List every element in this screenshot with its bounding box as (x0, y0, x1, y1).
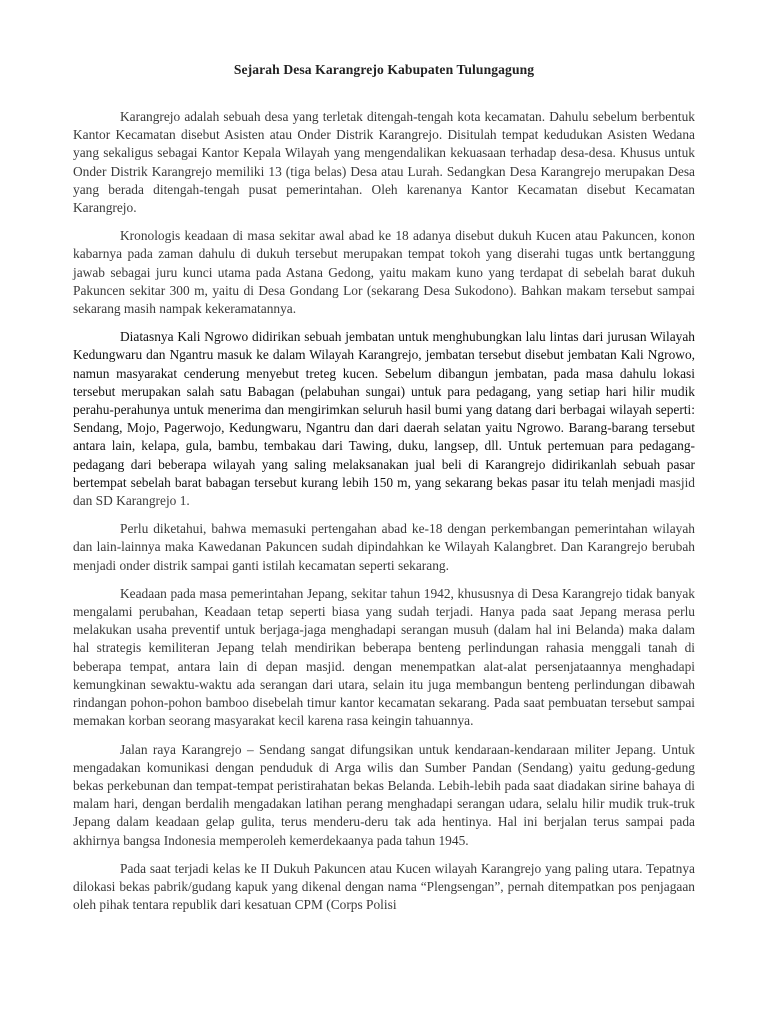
document-page (73, 0, 695, 924)
paragraph-3 (73, 328, 695, 510)
paragraph-3-tail: masjid dan SD Karangrejo 1. (73, 474, 695, 509)
paragraph-4: Perlu diketahui, bahwa memasuki pertengahan abad ke-18 dengan perkembangan pemerintahan wilayah dan lain-lainnya maka Kawedanan Pakuncen sudah dipindahkan ke Wilayah Kalangbret. Dan Karangrejo berubah menjadi onder distrik sampai ganti istilah kecamatan seperti sekarang. (73, 521, 695, 573)
paragraph-3-text: Diatasnya Kali Ngrowo didirikan sebuah jembatan untuk menghubungkan lalu lintas dari jurusan Wilayah Kedungwaru dan Ngantru masuk ke dalam Wilayah Karangrejo, jembatan tersebut disebut jembatan Kali Ngrowo, namun masyarakat cenderung menyebut treteg kucen. Sebelum dibangun jembatan, pada masa dahulu lokasi tersebut merupakan salah satu Babagan (pelabuhan sungai) untuk para pedagang, yang setiap hari hilir mudik perahu-perahunya untuk menerima dan mengirimkan seluruh hasil bumi yang datang dari berbagai wilayah seperti: Sendang, Mojo, Pagerwojo, Kedungwaru, Ngantru dan dari daerah selatan yaitu Ngrowo. Barang-barang tersebut antara lain, kelapa, gula, bambu, tembakau dari Tawing, duku, langsep, dll. Untuk pertemuan para pedagang-pedagang dari beberapa wilayah yang saling melaksanakan jual beli di Karangrejo didirikanlah sebuah pasar bertempat sebelah barat babagan tersebut kurang lebih 150 m, yang sekarang bekas pasar itu telah menjadi (73, 329, 695, 490)
paragraph-5: Keadaan pada masa pemerintahan Jepang, sekitar tahun 1942, khususnya di Desa Karangrejo tidak banyak mengalami perubahan, Keadaan tetap seperti biasa yang sudah terjadi. Hanya pada saat Jepang merasa perlu melakukan usaha preventif untuk berjaga-jaga menghadapi serangan musuh (dalam hal ini Belanda) maka dalam hal strategis kemiliteran Jepang telah mendirikan beberapa benteng perlindungan rahasia menggali tanah di beberapa tempat, antara lain di depan masjid. dengan menempatkan alat-alat persenjataannya menghadapi kemungkinan sewaktu-waktu ada serangan dari utara, selain itu juga membangun benteng perlindungan dibawah rindangan pohon-pohon bamboo disebelah timur kantor kecamatan sekarang. Pada saat pembuatan tersebut sampai memakan korban seorang masyarakat kecil karena rasa keingin tahuannya. (73, 585, 695, 729)
document-title: Sejarah Desa Karangrejo Kabupaten Tulungagung (233, 62, 535, 77)
document-body (73, 108, 695, 914)
paragraph-6: Jalan raya Karangrejo – Sendang sangat difungsikan untuk kendaraan-kendaraan militer Jepang. Untuk mengadakan komunikasi dengan penduduk di Arga wilis dan Sumber Pandan (Sendang) yaitu gedung-gedung bekas perkebunan dan tempat-tempat peristirahatan bekas Belanda. Lebih-lebih pada saat diadakan sirine bahaya di malam hari, dengan berdalih mengadakan latihan perang menghadapi serangan udara, selalu hilir mudik truk-truk Jepang dalam keadaan gelap gulita, terus menderu-deru tak ada hentinya. Hal ini berjalan terus sampai pada akhirnya bangsa Indonesia memperoleh kemerdekaanya pada tahun 1945. (73, 741, 695, 848)
paragraph-1: Karangrejo adalah sebuah desa yang terletak ditengah-tengah kota kecamatan. Dahulu sebelum berbentuk Kantor Kecamatan disebut Asisten atau Onder Distrik Karangrejo. Disitulah tempat kedudukan Asisten Wedana yang sekaligus sebagai Kantor Kepala Wilayah yang mengendalikan kekuasaan terhadap desa-desa. Khusus untuk Onder Distrik Karangrejo memiliki 13 (tiga belas) Desa atau Lurah. Sedangkan Desa Karangrejo merupakan Desa yang berada ditengah-tengah pusat pemerintahan. Oleh karenanya Kantor Kecamatan disebut Kecamatan Karangrejo. (73, 109, 695, 216)
paragraph-7: Pada saat terjadi kelas ke II Dukuh Pakuncen atau Kucen wilayah Karangrejo yang paling utara. Tepatnya dilokasi bekas pabrik/gudang kapuk yang dikenal dengan nama “Plengsengan”, pernah ditempatkan pos penjagaan oleh pihak tentara republik dari kesatuan CPM (Corps Polisi (73, 860, 695, 913)
paragraph-2: Kronologis keadaan di masa sekitar awal abad ke 18 adanya disebut dukuh Kucen atau Pakuncen, konon kabarnya pada zaman dahulu di dukuh tersebut merupakan tempat tokoh yang diserahi tugas untk bertanggung jawab sebagai juru kunci utama pada Astana Gedong, yaitu makam kuno yang terdapat di sebelah barat dukuh Pakuncen sekitar 300 m, yaitu di Desa Gondang Lor (sekarang Desa Sukodono). Bahkan makam tersebut sampai sekarang masih nampak kekeramatannya. (73, 228, 695, 317)
